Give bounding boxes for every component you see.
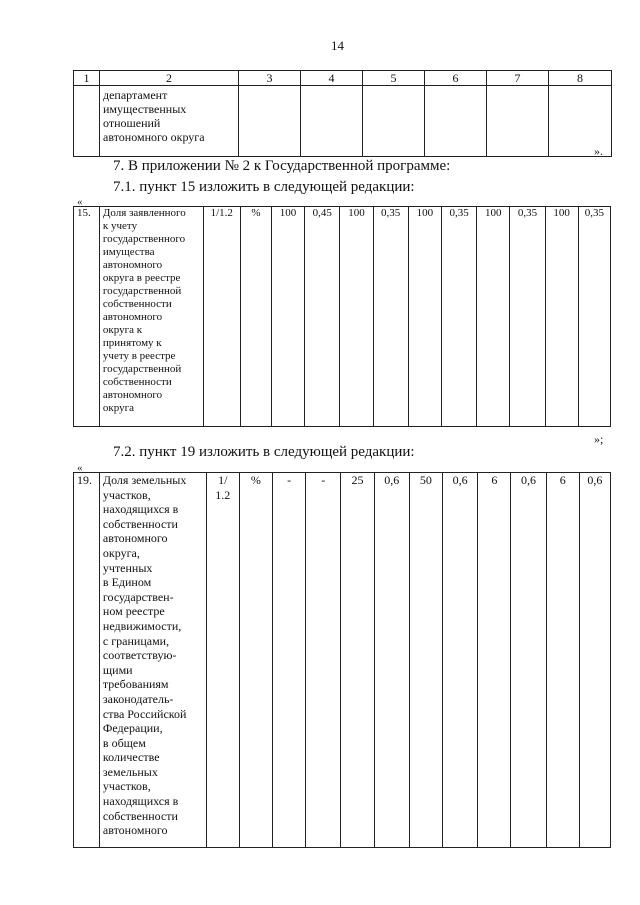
indicator-name: Доля земельных участков, находящихся в собственности автономного округа, учтенных в Едином государствен- ном реестре недвижимости, с границами, соответствую- щими требованиям законодатель- ства Российской Федерации, в общем количестве земельных участков, находящихся в собственности автономного	[99, 473, 206, 848]
closing-quote: ».	[594, 144, 603, 158]
column-header: 5	[363, 71, 425, 86]
table-continuation	[73, 70, 612, 157]
value-cell: 0,6	[511, 473, 546, 848]
column-header: 8	[549, 71, 612, 86]
column-header: 2	[100, 71, 239, 86]
table-item-19	[73, 472, 611, 848]
value-cell: 50	[409, 473, 442, 848]
indicator-code: 1/ 1.2	[206, 473, 239, 848]
value-cell: 0,35	[441, 207, 476, 427]
responsible-cell: департамент имущественных отношений автономного округа	[100, 86, 239, 157]
value-cell: -	[273, 473, 306, 848]
value-cell: 0,35	[373, 207, 408, 427]
table-row	[74, 207, 611, 427]
table-row	[74, 86, 612, 157]
value-cell: 0,6	[443, 473, 478, 848]
indicator-code: 1/1.2	[203, 207, 240, 427]
value-cell: 0,35	[578, 207, 610, 427]
value-cell: 100	[477, 207, 510, 427]
value-cell: 6	[546, 473, 579, 848]
table-item-15	[73, 206, 611, 427]
paragraph-7-1: 7.1. пункт 15 изложить в следующей редакции:	[113, 179, 415, 195]
column-header: 6	[425, 71, 487, 86]
closing-quote: »;	[594, 432, 604, 446]
column-header: 3	[239, 71, 301, 86]
column-header: 4	[301, 71, 363, 86]
value-cell: 6	[478, 473, 511, 848]
table-header-row	[74, 71, 612, 86]
value-cell: 0,45	[305, 207, 340, 427]
value-cell: 25	[341, 473, 374, 848]
value-cell: -	[306, 473, 341, 848]
unit: %	[240, 207, 271, 427]
item-number: 15.	[74, 207, 100, 427]
table-row	[74, 473, 611, 848]
paragraph-7: 7. В приложении № 2 к Государственной программе:	[113, 158, 451, 174]
page-number: 14	[331, 38, 344, 53]
opening-quote: «	[77, 462, 83, 474]
value-cell: 0,35	[510, 207, 545, 427]
value-cell: 100	[408, 207, 441, 427]
value-cell: 0,6	[579, 473, 610, 848]
value-cell: 100	[545, 207, 578, 427]
unit: %	[239, 473, 272, 848]
value-cell: 0,6	[374, 473, 409, 848]
value-cell: 100	[340, 207, 373, 427]
column-header: 7	[487, 71, 549, 86]
paragraph-7-2: 7.2. пункт 19 изложить в следующей редакции:	[113, 444, 415, 460]
opening-quote: «	[77, 196, 83, 208]
item-number: 19.	[74, 473, 100, 848]
column-header: 1	[74, 71, 100, 86]
indicator-name: Доля заявленного к учету государственного имущества автономного округа в реестре государственной собственности автономного округа к принятому к учету в реестре государственной собственности автономного округа	[99, 207, 203, 427]
value-cell: 100	[271, 207, 304, 427]
